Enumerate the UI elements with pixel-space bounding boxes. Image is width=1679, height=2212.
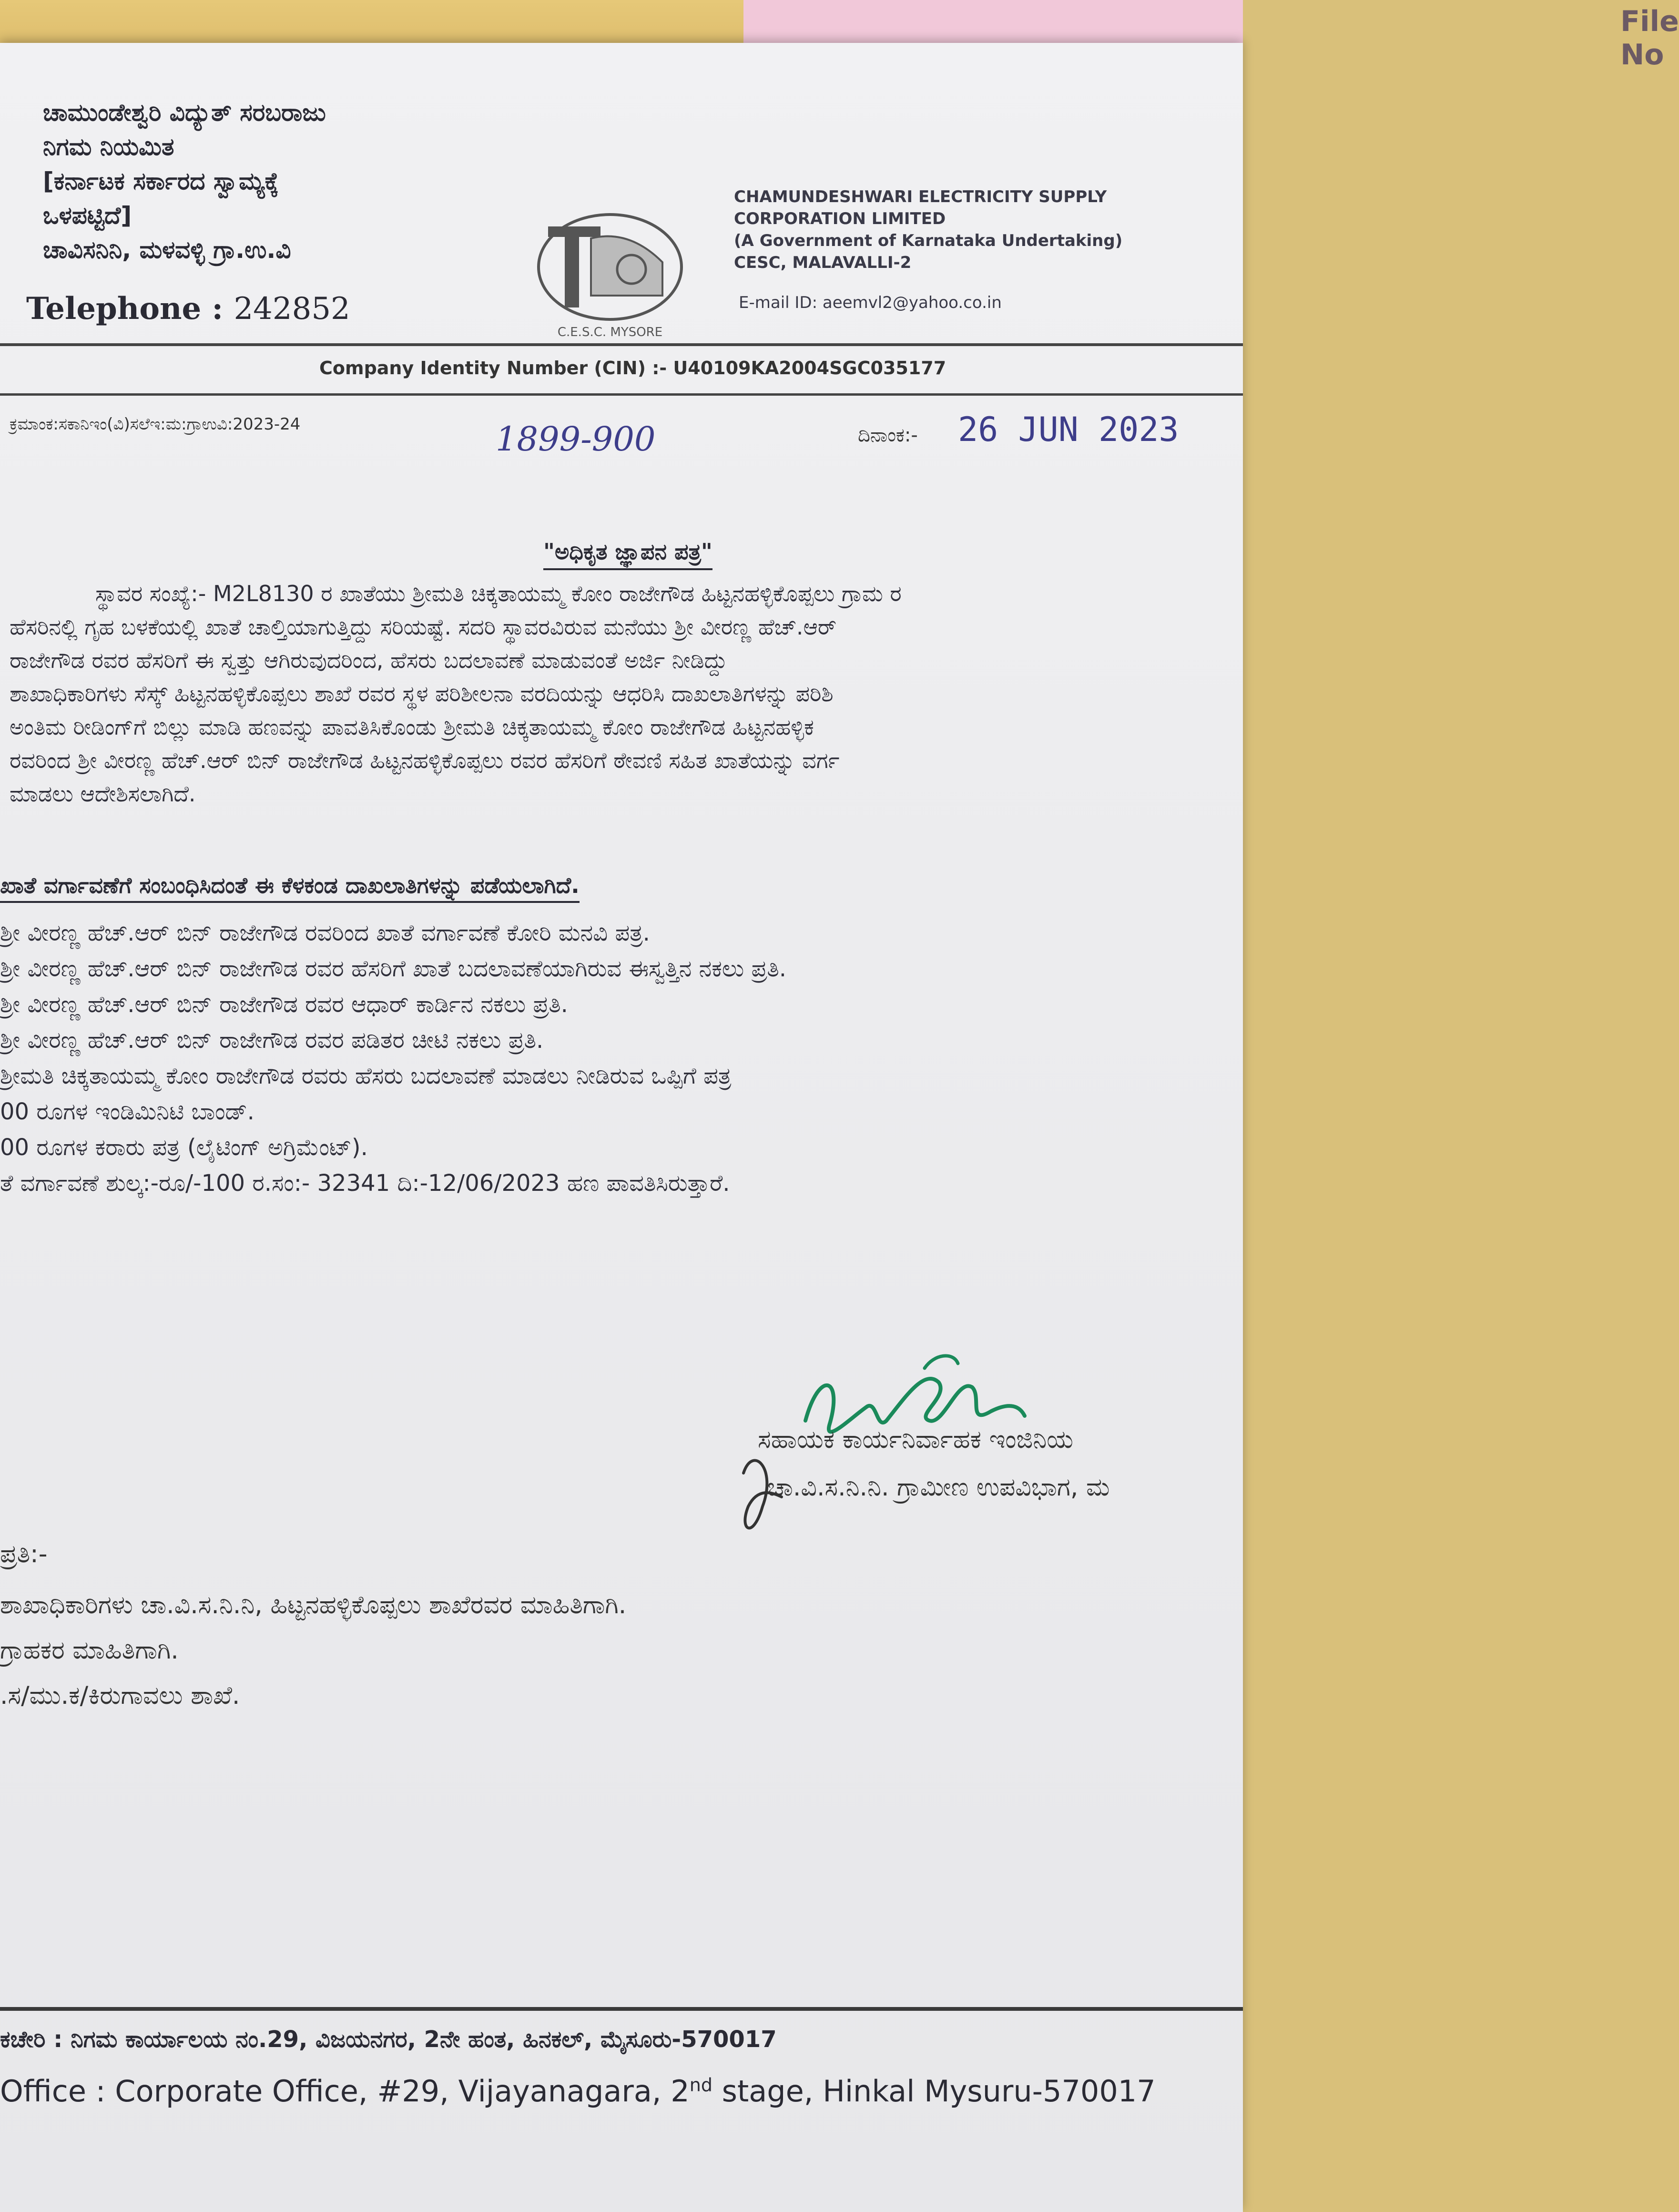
documents-heading: ಖಾತೆ ವರ್ಗಾವಣೆಗೆ ಸಂಬಂಧಿಸಿದಂತೆ ಈ ಕೆಳಕಂಡ ದಾಖಲಾತಿಗಳನ್ನು ಪಡೆಯಲಾಗಿದೆ.	[0, 872, 580, 898]
telephone-label: Telephone :	[26, 291, 224, 327]
list-item: ಗ್ರಾಹಕರ ಮಾಹಿತಿಗಾಗಿ.	[0, 1636, 179, 1665]
list-item: ಶ್ರೀ ವೀರಣ್ಣ ಹೆಚ್.ಆರ್ ಬಿನ್ ರಾಜೇಗೌಡ ರವರಿಂದ ಖಾತೆ ವರ್ಗಾವಣೆ ಕೋರಿ ಮನವಿ ಪತ್ರ.	[0, 920, 650, 946]
letterhead-kn-line: ನಿಗಮ ನಿಯಮಿತ	[43, 133, 174, 161]
cc-heading: ಪ್ರತಿ:-	[0, 1540, 48, 1568]
memo-body	[10, 577, 1239, 810]
memo-title: "ಅಧಿಕೃತ ಜ್ಞಾಪನ ಪತ್ರ"	[543, 539, 712, 564]
footer-address-kannada: ಕಚೇರಿ : ನಿಗಮ ಕಾರ್ಯಾಲಯ ನಂ.29, ವಿಜಯನಗರ, 2ನೇ ಹಂತ, ಹಿನಕಲ್, ಮೈಸೂರು-570017	[0, 2026, 777, 2053]
cin-number: Company Identity Number (CIN) :- U40109KA2004SGC035177	[319, 358, 946, 379]
list-item: ಶಾಖಾಧಿಕಾರಿಗಳು ಚಾ.ವಿ.ಸ.ನಿ.ನಿ, ಹಿಟ್ಟನಹಳ್ಳಿಕೊಪ್ಪಲು ಶಾಖೆರವರ ಮಾಹಿತಿಗಾಗಿ.	[0, 1591, 627, 1619]
footer-en-sup: nd	[689, 2074, 712, 2096]
body-line: ಅಂತಿಮ ರೀಡಿಂಗ್‌ಗೆ ಬಿಲ್ಲು ಮಾಡಿ ಹಣವನ್ನು ಪಾವತಿಸಿಕೊಂಡು ಶ್ರೀಮತಿ ಚಿಕ್ಕತಾಯಮ್ಮ ಕೋಂ ರಾಜೇಗೌಡ ಹಿಟ್ಟನಹಳ್ಳಿಕ	[10, 714, 814, 740]
documents-list	[0, 915, 1239, 1201]
telephone-line	[26, 291, 350, 327]
letterhead-kn-line: ಚಾವಿಸನಿನಿ, ಮಳವಳ್ಳಿ ಗ್ರಾ.ಉ.ವಿ	[43, 236, 291, 264]
handwritten-signature	[734, 1349, 1029, 1564]
telephone-number: 242852	[234, 291, 350, 327]
signatory-office: ಚಾ.ವಿ.ಸ.ನಿ.ನಿ. ಗ್ರಾಮೀಣ ಉಪವಿಭಾಗ, ಮ	[767, 1473, 1110, 1502]
cesc-logo	[519, 200, 701, 343]
cc-list	[0, 1583, 1239, 1719]
letterhead-kn-line: ಚಾಮುಂಡೇಶ್ವರಿ ವಿದ್ಯುತ್ ಸರಬರಾಜು	[43, 99, 326, 126]
footer-en-post: stage, Hinkal Mysuru-570017	[712, 2074, 1156, 2109]
footer-divider	[0, 2007, 1243, 2011]
body-line: ರಾಜೇಗೌಡ ರವರ ಹೆಸರಿಗೆ ಈ ಸ್ವತ್ತು ಆಗಿರುವುದರಿಂದ, ಹೆಸರು ಬದಲಾವಣೆ ಮಾಡುವಂತೆ ಅರ್ಜಿ ನೀಡಿದ್ದು	[10, 647, 728, 673]
letterhead-en-line: (A Government of Karnataka Undertaking)	[734, 231, 1123, 250]
list-item: ಶ್ರೀ ವೀರಣ್ಣ ಹೆಚ್.ಆರ್ ಬಿನ್ ರಾಜೇಗೌಡ ರವರ ಪಡಿತರ ಚೀಟಿ ನಕಲು ಪ್ರತಿ.	[0, 1027, 544, 1054]
list-item: .ಸ/ಮು.ಕ/ಕಿರುಗಾವಲು ಶಾಖೆ.	[0, 1681, 240, 1710]
list-item: ಶ್ರೀಮತಿ ಚಿಕ್ಕತಾಯಮ್ಮ ಕೋಂ ರಾಜೇಗೌಡ ರವರು ಹೆಸರು ಬದಲಾವಣೆ ಮಾಡಲು ನೀಡಿರುವ ಒಪ್ಪಿಗೆ ಪತ್ರ	[0, 1063, 732, 1089]
letterhead-kannada	[43, 95, 472, 267]
footer-en-pre: Office : Corporate Office, #29, Vijayanagara, 2	[0, 2074, 690, 2109]
logo-text: C.E.S.C. MYSORE	[557, 325, 663, 339]
date-stamp: 26 JUN 2023	[958, 410, 1179, 449]
list-item: ತೆ ವರ್ಗಾವಣೆ ಶುಲ್ಕ:-ರೂ/-100 ರ.ಸಂ:- 32341 ದಿ:-12/06/2023 ಹಣ ಪಾವತಿಸಿರುತ್ತಾರೆ.	[0, 1170, 730, 1197]
reference-prefix: ಕ್ರಮಾಂಕ:ಸಕಾನಿಇಂ(ವಿ)ಸಲೆಇ:ಮ:ಗ್ರಾಉವಿ:2023-24	[10, 415, 301, 434]
header-divider	[0, 393, 1243, 396]
reference-number: 1899-900	[496, 420, 656, 459]
list-item: ಶ್ರೀ ವೀರಣ್ಣ ಹೆಚ್.ಆರ್ ಬಿನ್ ರಾಜೇಗೌಡ ರವರ ಆಧಾರ್ ಕಾರ್ಡಿನ ನಕಲು ಪ್ರತಿ.	[0, 991, 568, 1018]
email-address: E-mail ID: aeemvl2@yahoo.co.in	[739, 293, 1002, 312]
signatory-title: ಸಹಾಯಕ ಕಾರ್ಯನಿರ್ವಾಹಕ ಇಂಜಿನಿಯ	[758, 1425, 1073, 1454]
letterhead-kn-line: [ಕರ್ನಾಟಕ ಸರ್ಕಾರದ ಸ್ವಾಮ್ಯಕ್ಕೆ	[43, 167, 279, 195]
body-line: ಸ್ಥಾವರ ಸಂಖ್ಯೆ:- M2L8130 ರ ಖಾತೆಯು ಶ್ರೀಮತಿ ಚಿಕ್ಕತಾಯಮ್ಮ ಕೋಂ ರಾಜೇಗೌಡ ಹಿಟ್ಟನಹಳ್ಳಿಕೊಪ್ಪಲು ಗ್ರಾಮ ರ	[95, 581, 902, 606]
letterhead-kn-line: ಒಳಪಟ್ಟಿದೆ]	[43, 202, 132, 229]
date-label: ದಿನಾಂಕ:-	[858, 424, 918, 446]
letterhead-en-line: CESC, MALAVALLI-2	[734, 253, 912, 272]
list-item: ಶ್ರೀ ವೀರಣ್ಣ ಹೆಚ್.ಆರ್ ಬಿನ್ ರಾಜೇಗೌಡ ರವರ ಹೆಸರಿಗೆ ಖಾತೆ ಬದಲಾವಣೆಯಾಗಿರುವ ಈಸ್ವತ್ತಿನ ನಕಲು ಪ್ರತಿ.	[0, 955, 787, 982]
letterhead-english	[734, 186, 1234, 274]
header-divider	[0, 343, 1243, 346]
body-line: ಶಾಖಾಧಿಕಾರಿಗಳು ಸೆಸ್ಕ್ ಹಿಟ್ಟನಹಳ್ಳಿಕೊಪ್ಪಲು ಶಾಖೆ ರವರ ಸ್ಥಳ ಪರಿಶೀಲನಾ ವರದಿಯನ್ನು ಆಧರಿಸಿ ದಾಖಲಾತಿಗಳನ್ನು ಪರಿಶಿ	[10, 681, 834, 707]
list-item: 00 ರೂಗಳ ಇಂಡಿಮಿನಿಟಿ ಬಾಂಡ್.	[0, 1098, 254, 1125]
letterhead-en-line: CORPORATION LIMITED	[734, 209, 946, 228]
body-line: ಮಾಡಲು ಆದೇಶಿಸಲಾಗಿದೆ.	[10, 781, 196, 807]
letterhead-en-line: CHAMUNDESHWARI ELECTRICITY SUPPLY	[734, 187, 1107, 206]
folder-label: File No	[1620, 5, 1679, 72]
list-item: 00 ರೂಗಳ ಕರಾರು ಪತ್ರ (ಲೈಟಿಂಗ್ ಅಗ್ರಿಮೆಂಟ್).	[0, 1134, 368, 1161]
body-line: ರವರಿಂದ ಶ್ರೀ ವೀರಣ್ಣ ಹೆಚ್.ಆರ್ ಬಿನ್ ರಾಜೇಗೌಡ ಹಿಟ್ಟನಹಳ್ಳಿಕೊಪ್ಪಲು ರವರ ಹೆಸರಿಗೆ ಠೇವಣಿ ಸಹಿತ ಖಾತೆಯನ್ನು ವರ್ಗ	[10, 748, 840, 773]
body-line: ಹೆಸರಿನಲ್ಲಿ ಗೃಹ ಬಳಕೆಯಲ್ಲಿ ಖಾತೆ ಚಾಲ್ತಿಯಾಗುತ್ತಿದ್ದು ಸರಿಯಷ್ಟೆ. ಸದರಿ ಸ್ಥಾವರವಿರುವ ಮನೆಯು ಶ್ರೀ ವೀರಣ್ಣ ಹೆಚ್.ಆರ್	[10, 614, 837, 640]
footer-address-english	[0, 2074, 1156, 2109]
